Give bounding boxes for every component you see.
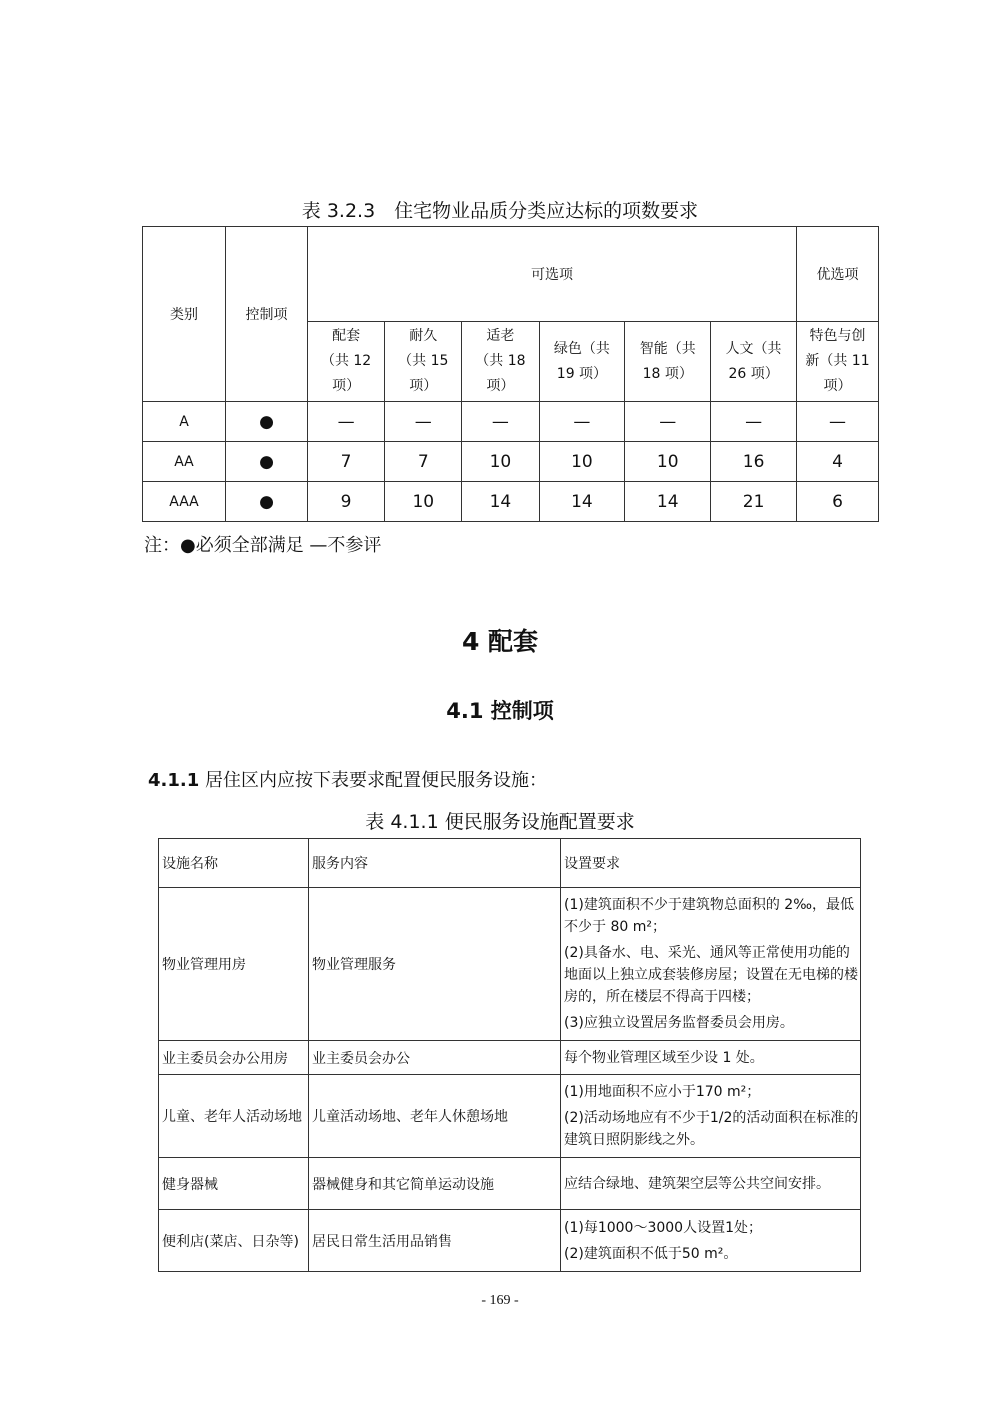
header-sub-tese: 特色与创 新（共 11 项）	[797, 322, 879, 402]
table-row	[143, 482, 879, 522]
requirement-cell	[561, 1075, 861, 1158]
clause-number: 4.1.1	[148, 770, 200, 791]
header-content: 服务内容	[309, 839, 561, 888]
requirement-cell	[561, 888, 861, 1041]
requirement-item: (1)每1000～3000人设置1处；	[564, 1219, 762, 1236]
header-optional: 可选项	[308, 227, 797, 322]
table-note: 注：●必须全部满足 —不参评	[144, 535, 382, 556]
cell-value: 14	[539, 482, 625, 522]
header-sub-naijiu: 耐久 （共 15 项）	[385, 322, 462, 402]
header-control: 控制项	[226, 227, 308, 402]
table-caption: 表 4.1.1 便民服务设施配置要求	[365, 811, 635, 833]
cell-value: 14	[462, 482, 539, 522]
cell-value: —	[625, 402, 711, 442]
service-content: 业主委员会办公	[309, 1041, 561, 1075]
clause-paragraph	[148, 766, 547, 792]
table-row	[143, 402, 879, 442]
row-category: AAA	[143, 482, 226, 522]
row-category: A	[143, 402, 226, 442]
cell-value: —	[711, 402, 797, 442]
cell-value: 7	[308, 442, 385, 482]
requirement-cell	[561, 1041, 861, 1075]
clause-text: 居住区内应按下表要求配置便民服务设施：	[199, 770, 547, 791]
quality-requirements-table	[142, 226, 879, 522]
cell-value: 14	[625, 482, 711, 522]
cell-value: —	[462, 402, 539, 442]
cell-value: 9	[308, 482, 385, 522]
header-sub-renwen: 人文（共 26 项）	[711, 322, 797, 402]
subsection-heading: 4.1 控制项	[446, 699, 554, 723]
header-sub-shilao: 适老 （共 18 项）	[462, 322, 539, 402]
requirement-item: (3)应独立设置居务监督委员会用房。	[564, 1015, 794, 1031]
facility-name: 便利店(菜店、日杂等)	[159, 1210, 309, 1272]
service-content: 器械健身和其它简单运动设施	[309, 1158, 561, 1210]
table-row	[159, 1210, 861, 1272]
requirement-item: (2)建筑面积不低于50 m²。	[564, 1245, 738, 1262]
service-content: 居民日常生活用品销售	[309, 1210, 561, 1272]
header-category: 类别	[143, 227, 226, 402]
table-row	[159, 888, 861, 1041]
section-heading: 4 配套	[461, 627, 539, 656]
header-preferred: 优选项	[797, 227, 879, 322]
cell-value: 10	[539, 442, 625, 482]
requirement-cell	[561, 1210, 861, 1272]
header-sub-peitao: 配套 （共 12 项）	[308, 322, 385, 402]
row-control: ●	[226, 402, 308, 442]
table-row	[159, 1075, 861, 1158]
cell-value: 16	[711, 442, 797, 482]
header-requirement: 设置要求	[561, 839, 861, 888]
cell-value: 21	[711, 482, 797, 522]
header-sub-zhineng: 智能（共 18 项）	[625, 322, 711, 402]
service-content: 物业管理服务	[309, 888, 561, 1041]
requirement-item: (1)用地面积不应小于170 m²；	[564, 1084, 761, 1100]
cell-value: —	[385, 402, 462, 442]
header-sub-lvse: 绿色（共 19 项）	[539, 322, 625, 402]
facility-name: 业主委员会办公用房	[159, 1041, 309, 1075]
facility-name: 儿童、老年人活动场地	[159, 1075, 309, 1158]
cell-value: 4	[797, 442, 879, 482]
table-row	[159, 1041, 861, 1075]
requirement-item: 应结合绿地、建筑架空层等公共空间安排。	[564, 1175, 830, 1192]
row-control: ●	[226, 482, 308, 522]
cell-value: 10	[625, 442, 711, 482]
table-row	[159, 1158, 861, 1210]
requirement-item: (2)活动场地应有不少于1/2的活动面积在标准的建筑日照阴影线之外。	[564, 1110, 859, 1148]
cell-value: —	[539, 402, 625, 442]
cell-value: 10	[385, 482, 462, 522]
requirement-cell	[561, 1158, 861, 1210]
cell-value: 10	[462, 442, 539, 482]
service-content: 儿童活动场地、老年人休憩场地	[309, 1075, 561, 1158]
cell-value: 7	[385, 442, 462, 482]
table-row	[143, 442, 879, 482]
requirement-item: 每个物业管理区域至少设 1 处。	[564, 1049, 764, 1066]
cell-value: —	[308, 402, 385, 442]
table-caption: 表 3.2.3 住宅物业品质分类应达标的项数要求	[301, 200, 699, 222]
cell-value: —	[797, 402, 879, 442]
page-number: - 169 -	[481, 1293, 519, 1308]
requirement-item: (2)具备水、电、采光、通风等正常使用功能的地面以上独立成套装修房屋；设置在无电梯的楼房的，所在楼层不得高于四楼；	[564, 945, 858, 1005]
row-category: AA	[143, 442, 226, 482]
header-name: 设施名称	[159, 839, 309, 888]
cell-value: 6	[797, 482, 879, 522]
facility-name: 健身器械	[159, 1158, 309, 1210]
facility-name: 物业管理用房	[159, 888, 309, 1041]
requirement-item: (1)建筑面积不少于建筑物总面积的 2‰，最低不少于 80 m²；	[564, 897, 854, 935]
row-control: ●	[226, 442, 308, 482]
facility-requirements-table	[158, 838, 861, 1272]
